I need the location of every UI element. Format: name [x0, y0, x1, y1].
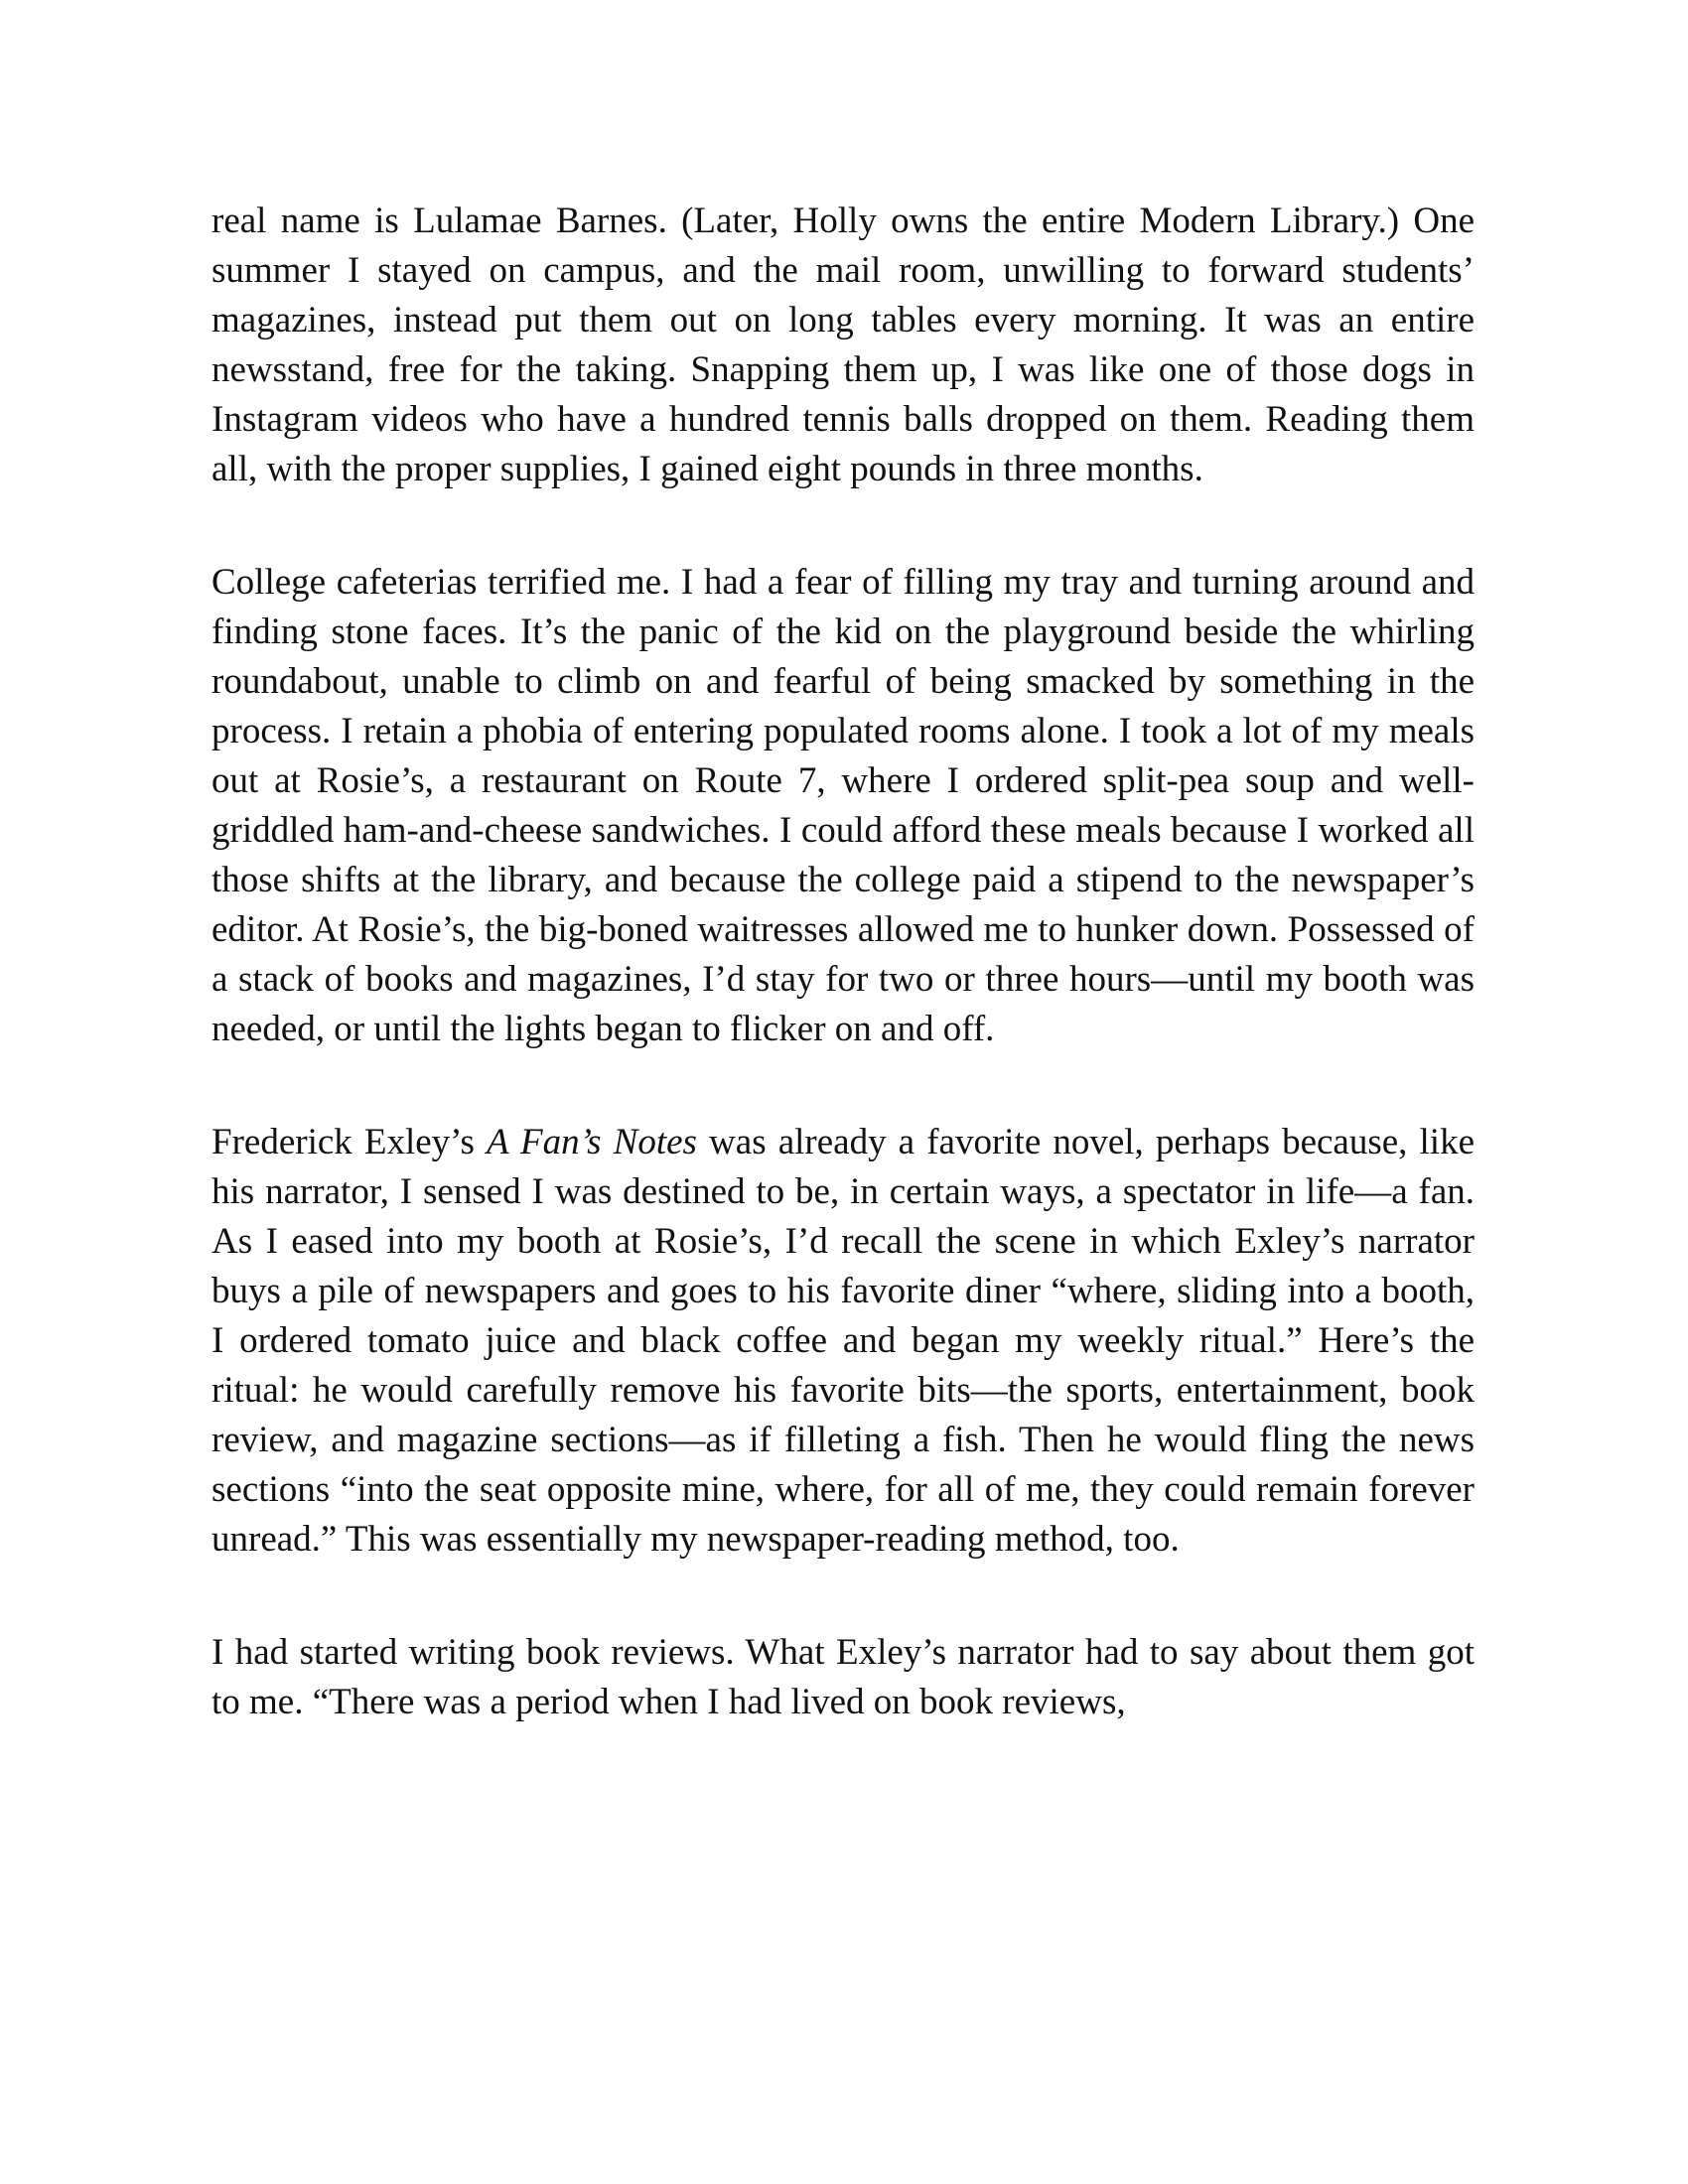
body-text — [211, 197, 1475, 1727]
book-title: A Fan’s Notes — [486, 1122, 697, 1162]
paragraph-3 — [211, 1118, 1475, 1565]
paragraph-2: College cafeterias terrified me. I had a fear of filling my tray and turning around and finding stone faces. It’s the panic of the kid on the playground beside the whirling roundabout, unable to climb on and fearful of being smacked by something in the process. I retain a phobia of entering populated rooms alone. I took a lot of my meals out at Rosie’s, a restaurant on Route 7, where I ordered split-pea soup and well-griddled ham-and-cheese sandwiches. I could afford these meals because I worked all those shifts at the library, and because the college paid a stipend to the newspaper’s editor. At Rosie’s, the big-boned waitresses allowed me to hunker down. Possessed of a stack of books and magazines, I’d stay for two or three hours—until my booth was needed, or until the lights began to flicker on and off. — [211, 562, 1475, 1049]
paragraph-3-rest: was already a favorite novel, perhaps because, like his narrator, I sensed I was destined to be, in certain ways, a spectator in life—a fan. As I eased into my booth at Rosie’s, I’d recall the scene in which Exley’s narrator buys a pile of newspapers and goes to his favorite diner “where, sliding into a booth, I ordered tomato juice and black coffee and began my weekly ritual.” Here’s the ritual: he would carefully remove his favorite bits—the sports, entertainment, book review, and magazine sections—as if filleting a fish. Then he would fling the news sections “into the seat opposite mine, where, for all of me, they could remain forever unread.” This was essentially my newspaper-reading method, too. — [211, 1122, 1476, 1560]
paragraph-4: I had started writing book reviews. What Exley’s narrator had to say about them got to me. “There was a period when I had lived on book reviews, — [211, 1632, 1475, 1722]
paragraph-1: real name is Lulamae Barnes. (Later, Holly owns the entire Modern Library.) One summer I stayed on campus, and the mail room, unwilling to forward students’ magazines, instead put them out on long tables every morning. It was an entire newsstand, free for the taking. Snapping them up, I was like one of those dogs in Instagram videos who have a hundred tennis balls dropped on them. Reading them all, with the proper supplies, I gained eight pounds in three months. — [211, 201, 1475, 489]
paragraph-3-lead: Frederick Exley’s — [211, 1122, 487, 1162]
